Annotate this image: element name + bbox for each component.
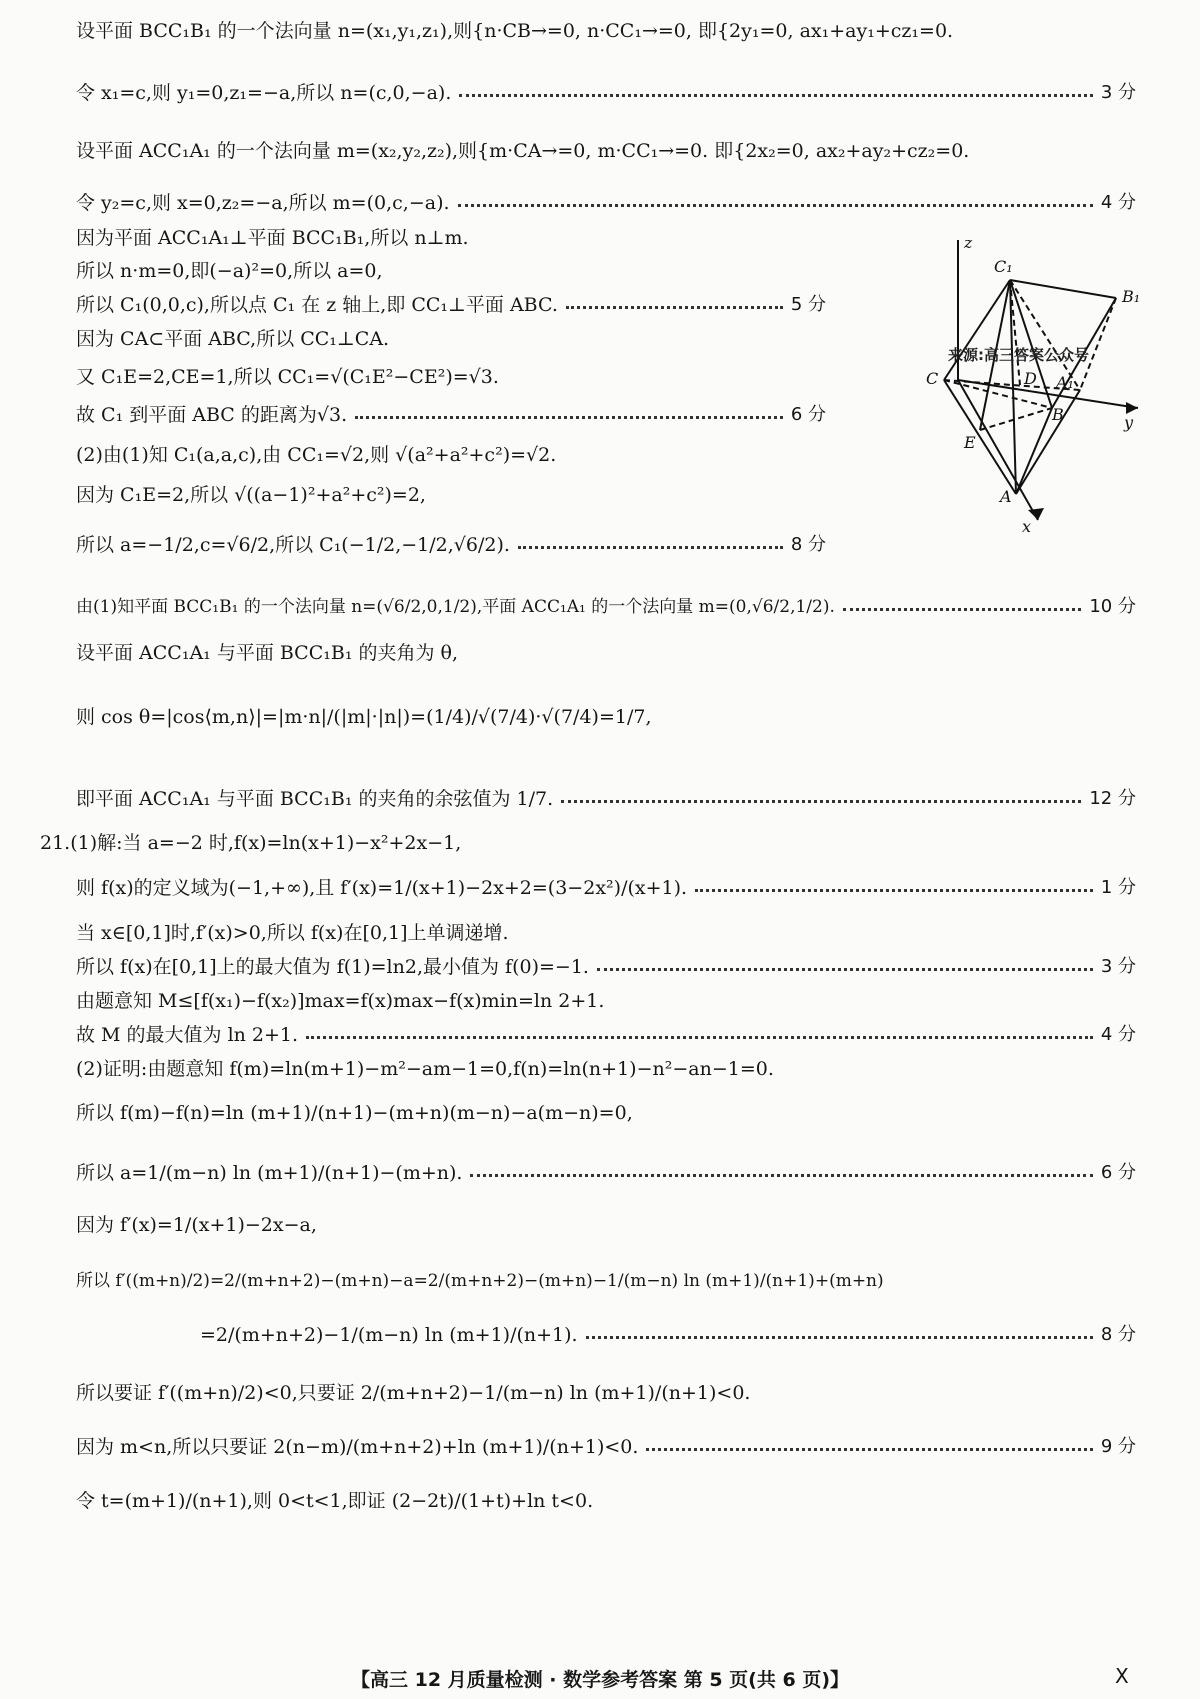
solution-line: 因为平面 ACC₁A₁⊥平面 BCC₁B₁,所以 n⊥m.: [76, 227, 469, 249]
score-mark: 4 分: [1100, 1024, 1136, 1045]
label-c1: C₁: [994, 257, 1013, 276]
edge-e-b: [980, 408, 1052, 430]
label-e: E: [964, 433, 976, 452]
solution-line: 所以 C₁(0,0,c),所以点 C₁ 在 z 轴上,即 CC₁⊥平面 ABC. 5 分: [76, 294, 826, 316]
score-mark: 5 分: [790, 294, 826, 315]
label-z: z: [964, 240, 973, 252]
solution-line: (2)由(1)知 C₁(a,a,c),由 CC₁=√2,则 √(a²+a²+c²)=√2.: [76, 444, 557, 466]
solution-line: 所以 f′((m+n)/2)=2/(m+n+2)−(m+n)−a=2/(m+n+2)−(m+n)−1/(m−n) ln (m+1)/(n+1)+(m+n): [76, 1271, 884, 1291]
solution-line: =2/(m+n+2)−1/(m−n) ln (m+1)/(n+1). 8 分: [200, 1324, 1136, 1346]
edge-b1-a1: [1080, 298, 1116, 390]
edge-a1-a: [1016, 390, 1080, 494]
score-mark: 3 分: [1100, 956, 1136, 977]
solution-line: 则 cos θ=|cos⟨m,n⟩|=|m·n|/(|m|·|n|)=(1/4)/√(7/4)·√(7/4)=1/7,: [76, 706, 652, 728]
label-a: A: [1000, 487, 1012, 506]
solution-line: 所以要证 f′((m+n)/2)<0,只要证 2/(m+n+2)−1/(m−n) ln (m+1)/(n+1)<0.: [76, 1382, 751, 1404]
question-21-line: 21.(1)解:当 a=−2 时,f(x)=ln(x+1)−x²+2x−1,: [40, 832, 462, 854]
edge-c-a: [944, 380, 1016, 494]
solution-line: 所以 f(x)在[0,1]上的最大值为 f(1)=ln2,最小值为 f(0)=−1. 3 分: [76, 956, 1136, 978]
solution-line: 所以 a=−1/2,c=√6/2,所以 C₁(−1/2,−1/2,√6/2). 8 分: [76, 534, 826, 556]
label-d: D: [1024, 369, 1037, 388]
solution-line: 故 M 的最大值为 ln 2+1. 4 分: [76, 1024, 1136, 1046]
solution-line: 所以 n·m=0,即(−a)²=0,所以 a=0,: [76, 260, 383, 282]
solution-line: 因为 C₁E=2,所以 √((a−1)²+a²+c²)=2,: [76, 484, 426, 506]
solution-line: 设平面 ACC₁A₁ 与平面 BCC₁B₁ 的夹角为 θ,: [76, 642, 459, 664]
score-mark: 8 分: [790, 534, 826, 555]
edge-c1-b1: [1010, 280, 1116, 298]
label-x: x: [1022, 517, 1032, 536]
solution-line: 所以 a=1/(m−n) ln (m+1)/(n+1)−(m+n). 6 分: [76, 1162, 1136, 1184]
label-a1: A₁: [1056, 373, 1074, 392]
solution-line: 设平面 BCC₁B₁ 的一个法向量 n=(x₁,y₁,z₁),则{n·CB→=0, n·CC₁→=0, 即{2y₁=0, ax₁+ay₁+cz₁=0.: [76, 20, 954, 42]
watermark-text: 来源:高三答案公众号: [948, 346, 1089, 364]
score-mark: 8 分: [1100, 1324, 1136, 1345]
solution-line: 即平面 ACC₁A₁ 与平面 BCC₁B₁ 的夹角的余弦值为 1/7. 12 分: [76, 788, 1136, 810]
solution-line: 所以 f(m)−f(n)=ln (m+1)/(n+1)−(m+n)(m−n)−a(m−n)=0,: [76, 1102, 633, 1124]
page-footer: 【高三 12 月质量检测 · 数学参考答案 第 5 页(共 6 页)】: [351, 1669, 849, 1691]
score-mark: 9 分: [1100, 1436, 1136, 1457]
solution-line: (2)证明:由题意知 f(m)=ln(m+1)−m²−am−1=0,f(n)=ln(n+1)−n²−an−1=0.: [76, 1058, 774, 1080]
corner-mark: X: [1115, 1664, 1129, 1688]
solution-line: 令 t=(m+1)/(n+1),则 0<t<1,即证 (2−2t)/(1+t)+ln t<0.: [76, 1490, 594, 1512]
solution-line: 令 y₂=c,则 x=0,z₂=−a,所以 m=(0,c,−a). 4 分: [76, 192, 1136, 214]
label-b1: B₁: [1122, 287, 1140, 306]
solution-line: 因为 m<n,所以只要证 2(n−m)/(m+n+2)+ln (m+1)/(n+1)<0. 9 分: [76, 1436, 1136, 1458]
solution-line: 设平面 ACC₁A₁ 的一个法向量 m=(x₂,y₂,z₂),则{m·CA→=0, m·CC₁→=0. 即{2x₂=0, ax₂+ay₂+cz₂=0.: [76, 140, 970, 162]
solution-line: 故 C₁ 到平面 ABC 的距离为√3. 6 分: [76, 404, 826, 426]
geometry-figure: [860, 240, 1140, 570]
label-c: C: [926, 369, 939, 388]
prism-diagram: [860, 240, 1140, 570]
solution-line: 则 f(x)的定义域为(−1,+∞),且 f′(x)=1/(x+1)−2x+2=(3−2x²)/(x+1). 1 分: [76, 877, 1136, 899]
score-mark: 1 分: [1100, 877, 1136, 898]
solution-line: 由题意知 M≤[f(x₁)−f(x₂)]max=f(x)max−f(x)min=ln 2+1.: [76, 990, 605, 1012]
solution-line: 令 x₁=c,则 y₁=0,z₁=−a,所以 n=(c,0,−a). 3 分: [76, 82, 1136, 104]
solution-line: 因为 f′(x)=1/(x+1)−2x−a,: [76, 1214, 317, 1236]
score-mark: 6 分: [1100, 1162, 1136, 1183]
solution-line: 因为 CA⊂平面 ABC,所以 CC₁⊥CA.: [76, 328, 390, 350]
score-mark: 4 分: [1100, 192, 1136, 213]
score-mark: 12 分: [1089, 788, 1136, 809]
score-mark: 10 分: [1089, 596, 1136, 617]
label-y: y: [1124, 413, 1134, 432]
solution-line: 由(1)知平面 BCC₁B₁ 的一个法向量 n=(√6/2,0,1/2),平面 ACC₁A₁ 的一个法向量 m=(0,√6/2,1/2). 10 分: [76, 594, 1136, 620]
edge-b-a: [1016, 408, 1052, 494]
label-b: B: [1052, 405, 1064, 424]
solution-line: 当 x∈[0,1]时,f′(x)>0,所以 f(x)在[0,1]上单调递增.: [76, 922, 509, 944]
score-mark: 6 分: [790, 404, 826, 425]
score-mark: 3 分: [1100, 82, 1136, 103]
solution-line: 又 C₁E=2,CE=1,所以 CC₁=√(C₁E²−CE²)=√3.: [76, 366, 499, 388]
